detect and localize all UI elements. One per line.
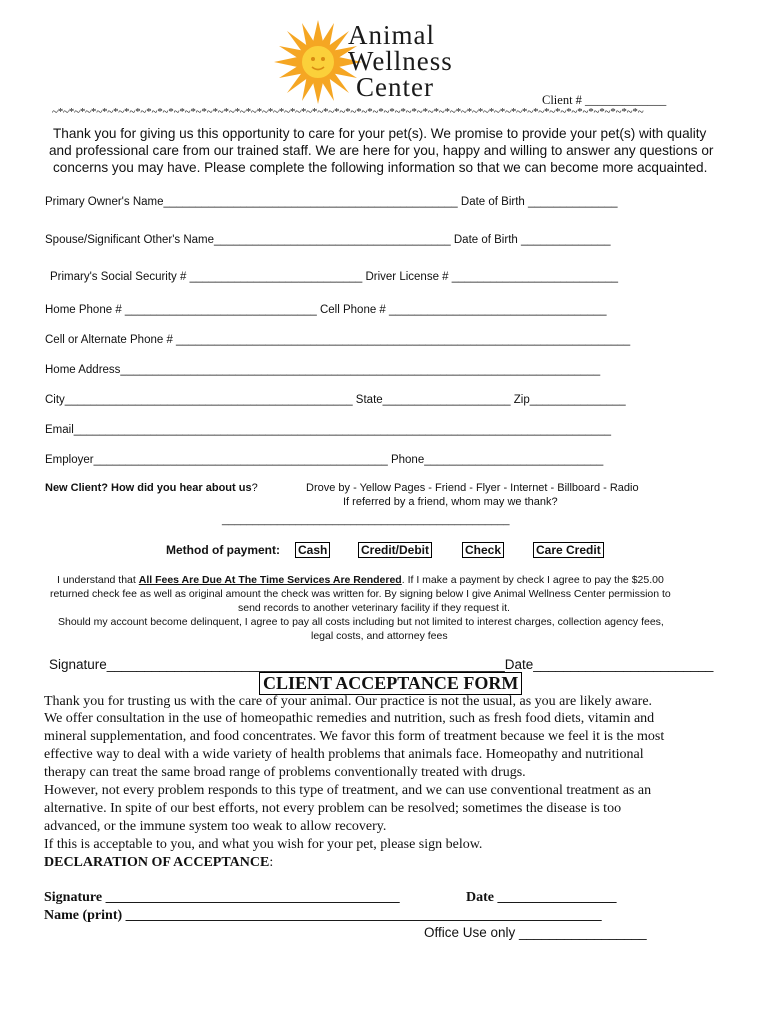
- terms-line-3: send records to another veterinary facility if they request it.: [238, 602, 510, 614]
- terms-line-1: [57, 574, 664, 586]
- new-client-question: [45, 482, 258, 494]
- spouse-field[interactable]: Spouse/Significant Other's Name_____________________________________ Date of Birth ______________: [45, 234, 611, 246]
- declaration-colon: :: [269, 855, 274, 870]
- acceptance-line-5: therapy can treat the same broad range of problems conventionally treated with drugs.: [44, 765, 526, 780]
- email-field[interactable]: Email____________________________________________________________________________________: [45, 424, 611, 436]
- terms-post: . If I make a payment by check I agree to pay the $25.00: [401, 574, 664, 586]
- acceptance-signature-field[interactable]: Signature __________________________________________: [44, 890, 400, 905]
- acceptance-line-8: advanced, or the immune system too weak to allow recovery.: [44, 819, 387, 834]
- terms-line-2: returned check fee as well as original amount the check was written for. By signing below I give Animal Wellness Center permission to: [50, 588, 671, 600]
- payment-check-option[interactable]: Check: [462, 542, 504, 558]
- acceptance-line-2: We offer consultation in the use of homeopathic remedies and nutrition, such as fresh food diets, vitamin and: [44, 711, 655, 726]
- acceptance-line-3: mineral supplementation, and food concentrates. We favor this form of treatment because we feel it is the most: [44, 729, 665, 744]
- cell-field[interactable]: Cell or Alternate Phone # _______________________________________________________________________: [45, 334, 631, 346]
- referral-line[interactable]: _______________________________________________: [222, 514, 510, 526]
- office-use-field[interactable]: Office Use only _________________: [424, 925, 647, 940]
- acceptance-line-9: If this is acceptable to you, and what you wish for your pet, please sign below.: [44, 837, 483, 852]
- terms-bold: All Fees Are Due At The Time Services Are Rendered: [138, 574, 402, 586]
- new-client-question-mark: ?: [251, 482, 258, 494]
- acceptance-line-6: However, not every problem responds to this type of treatment, and we can use conventional treatment as an: [44, 783, 652, 798]
- city-state-zip-field[interactable]: City_____________________________________________ State____________________ Zip_______________: [45, 394, 626, 406]
- ssn-license-field[interactable]: Primary's Social Security # ___________________________ Driver License # __________________________: [50, 271, 619, 283]
- intro-line-1: Thank you for giving us this opportunity to care for your pet(s). We promise to provide your pet(s) with quality: [53, 126, 707, 141]
- logo: [270, 18, 485, 106]
- client-number-field[interactable]: Client # _____________: [542, 93, 667, 107]
- terms-pre: I understand that: [57, 574, 139, 586]
- payment-credit-option[interactable]: Credit/Debit: [358, 542, 432, 558]
- phone-field[interactable]: Home Phone # ______________________________ Cell Phone # __________________________________: [45, 304, 607, 316]
- intro-line-3: concerns you may have. Please complete the following information so that we can become more acquainted.: [53, 160, 708, 175]
- referral-question: If referred by a friend, whom may we thank?: [343, 496, 558, 508]
- address-field[interactable]: Home Address___________________________________________________________________________: [45, 364, 601, 376]
- name-print-field[interactable]: Name (print) ____________________________________________________________________: [44, 908, 602, 923]
- terms-line-5: legal costs, and attorney fees: [311, 630, 448, 642]
- logo-line3: Center: [356, 72, 434, 102]
- payment-cash-option[interactable]: Cash: [295, 542, 330, 558]
- acceptance-title: CLIENT ACCEPTANCE FORM: [259, 672, 522, 695]
- payment-label: Method of payment:: [166, 543, 280, 557]
- acceptance-line-1: Thank you for trusting us with the care of your animal. Our practice is not the usual, as you are likely aware.: [44, 694, 653, 709]
- acceptance-date-field[interactable]: Date _________________: [466, 890, 617, 905]
- primary-owner-field[interactable]: Primary Owner's Name______________________________________________ Date of Birth ______________: [45, 196, 618, 208]
- intro-line-2: and professional care from our trained staff. We are here for you, happy and willing to answer any questions or: [49, 143, 714, 158]
- divider: ~*~*~*~*~*~*~*~*~*~*~*~*~*~*~*~*~*~*~*~*~*~*~*~*~*~*~*~*~*~*~*~*~*~*~*~*~*~*~*~*~*~*~*~*~*~*~*~*~*~*~*~*~*~: [52, 106, 644, 118]
- terms-line-4: Should my account become delinquent, I agree to pay all costs including but not limited to interest charges, collection agency fees,: [58, 616, 664, 628]
- new-client-label: New Client? How did you hear about us: [45, 482, 252, 494]
- employer-field[interactable]: Employer______________________________________________ Phone____________________________: [45, 454, 604, 466]
- logo-line2: Wellness: [348, 46, 453, 76]
- signature-date-line[interactable]: Signature_____________________________________________________Date________________________: [49, 657, 714, 672]
- acceptance-line-4: effective way to deal with a wide variety of health problems that animals face. Homeopathy and nutritional: [44, 747, 644, 762]
- declaration-heading: [44, 855, 273, 871]
- logo-line1: Animal: [348, 20, 435, 50]
- referral-options[interactable]: Drove by - Yellow Pages - Friend - Flyer - Internet - Billboard - Radio: [306, 482, 639, 494]
- payment-care-credit-option[interactable]: Care Credit: [533, 542, 604, 558]
- acceptance-line-7: alternative. In spite of our best efforts, not every problem can be resolved; sometimes the disease is too: [44, 801, 622, 816]
- declaration-label: DECLARATION OF ACCEPTANCE: [44, 855, 270, 870]
